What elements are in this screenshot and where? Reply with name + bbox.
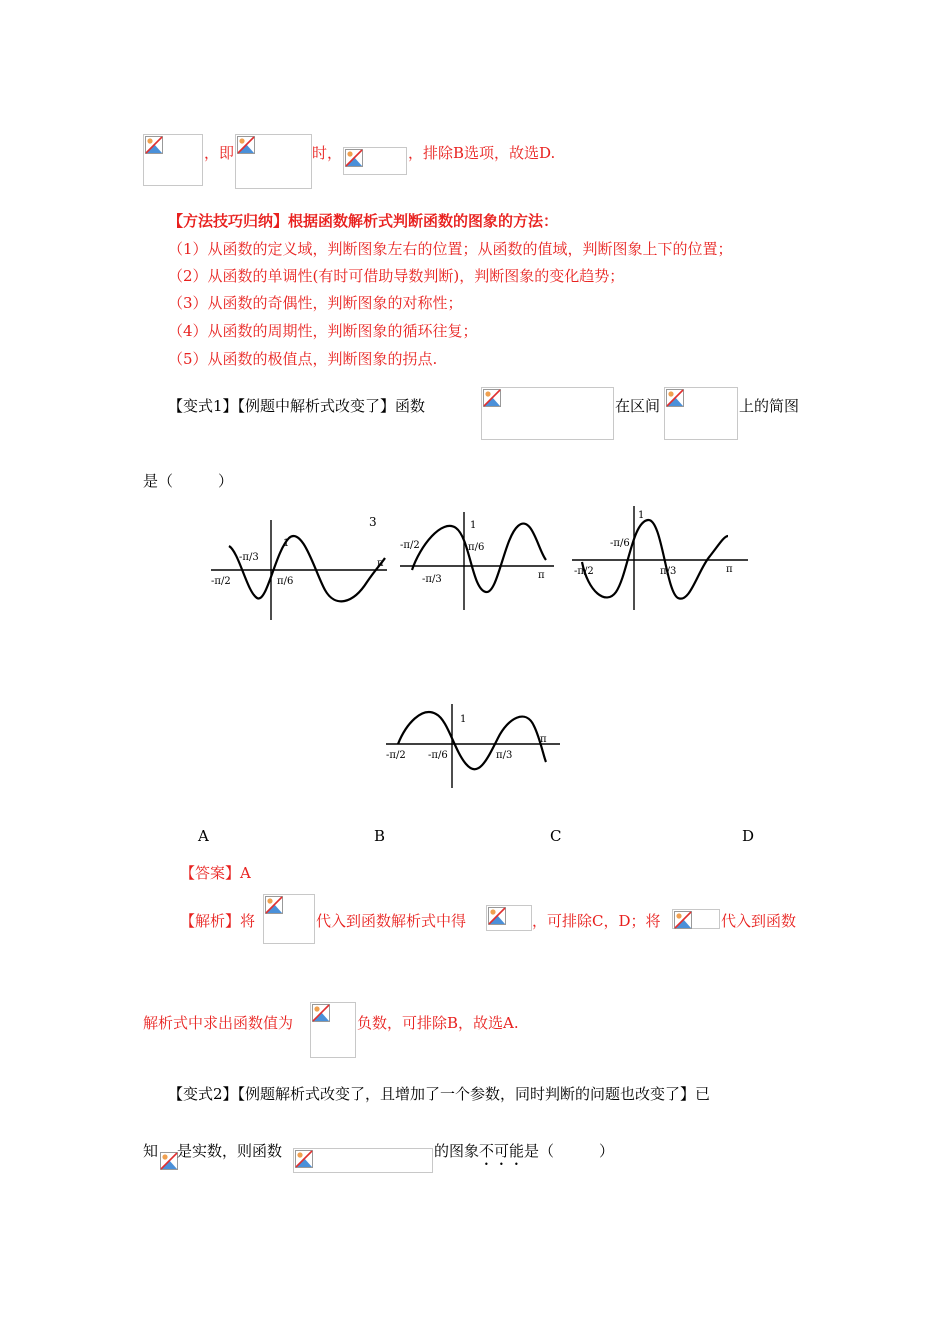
- variant2-zhi: 知: [143, 1142, 159, 1160]
- line1-text-a: ，即: [204, 144, 235, 162]
- graph-d: [384, 702, 562, 794]
- option-a-label: A: [198, 827, 209, 845]
- broken-image-icon: [145, 136, 163, 154]
- graph-b-label-pi: π: [538, 570, 545, 581]
- formula-image-4: [481, 387, 614, 440]
- graph-d-label-one: 1: [460, 714, 467, 725]
- formula-image-3: [343, 147, 407, 175]
- broken-image-icon: [312, 1004, 330, 1022]
- variant2-b-pre: 的图象: [434, 1142, 480, 1160]
- graph-a: [205, 512, 390, 622]
- line1-text-c: ，排除B选项，故选D.: [408, 144, 556, 162]
- analysis-line2b: 负数，可排除B，故选A.: [357, 1014, 519, 1032]
- formula-image-11: [293, 1148, 433, 1173]
- method-item-1: （1）从函数的定义域，判断图象左右的位置；从函数的值域，判断图象上下的位置；: [168, 240, 733, 258]
- method-item-4: （4）从函数的周期性，判断图象的循环往复；: [168, 322, 478, 340]
- graph-c-label-pi-over-3: π/3: [660, 566, 677, 577]
- broken-image-icon: [237, 136, 255, 154]
- option-c-label: C: [550, 827, 562, 845]
- analysis-line2a: 解析式中求出函数值为: [143, 1014, 294, 1032]
- graph-b: [398, 498, 556, 616]
- answer-label: 【答案】A: [180, 864, 251, 882]
- variant1-prefix: 【变式1】【例题中解析式改变了】函数: [168, 397, 426, 415]
- formula-image-10: [160, 1150, 177, 1170]
- formula-image-5: [664, 387, 738, 440]
- graph-c-label-neg-pi-over-2: -π/2: [574, 566, 594, 577]
- formula-image-6: [263, 894, 315, 944]
- graph-c: [570, 502, 750, 614]
- broken-image-icon: [345, 149, 363, 167]
- formula-image-2: [235, 134, 312, 189]
- graph-b-label-one: 1: [470, 520, 477, 531]
- graph-a-label-pi-over-6: π/6: [277, 576, 294, 587]
- analysis-mid1: 代入到函数解析式中得: [316, 912, 467, 930]
- variant1-line2: 是（ ）: [143, 472, 234, 490]
- graph-c-label-neg-pi-over-6: -π/6: [610, 538, 630, 549]
- broken-image-icon: [295, 1150, 313, 1168]
- graph-a-extra-mark: 3: [369, 515, 377, 529]
- formula-image-9: [310, 1002, 356, 1058]
- graph-d-label-pi-over-3: π/3: [496, 750, 513, 761]
- graph-a-label-one: 1: [283, 538, 290, 549]
- graph-d-label-neg-pi-over-6: -π/6: [428, 750, 448, 761]
- graph-d-label-pi: π: [540, 734, 547, 745]
- method-item-5: （5）从函数的极值点，判断图象的拐点.: [168, 350, 438, 368]
- variant2-line1: 【变式2】【例题解析式改变了，且增加了一个参数，同时判断的问题也改变了】已: [168, 1085, 711, 1103]
- option-b-label: B: [374, 827, 386, 845]
- graph-b-label-neg-pi-over-2: -π/2: [400, 540, 420, 551]
- broken-image-icon: [483, 389, 501, 407]
- broken-image-icon: [488, 907, 506, 925]
- variant2-b: [434, 1140, 614, 1169]
- graph-a-label-pi: π: [377, 558, 384, 569]
- graph-c-label-pi: π: [726, 564, 733, 575]
- formula-image-8: [672, 909, 720, 929]
- variant1-mid: 在区间: [615, 397, 661, 415]
- variant1-tail: 上的简图: [739, 397, 800, 415]
- graph-c-label-one: 1: [638, 510, 645, 521]
- variant2-a: 是实数，则函数: [177, 1142, 283, 1160]
- broken-image-icon: [666, 389, 684, 407]
- formula-image-7: [486, 905, 532, 931]
- graph-a-label-neg-pi-over-2: -π/2: [211, 576, 231, 587]
- line1-text-b: 时，: [312, 144, 343, 162]
- graph-b-label-pi-over-6: π/6: [468, 542, 485, 553]
- analysis-prefix: 【解析】将: [180, 912, 256, 930]
- variant2-b-post: 是（ ）: [524, 1142, 615, 1160]
- variant2-b-emph: 不可能: [479, 1142, 525, 1160]
- analysis-mid2: ，可排除C，D；将: [532, 912, 661, 930]
- method-item-3: （3）从函数的奇偶性，判断图象的对称性；: [168, 294, 463, 312]
- graph-a-label-neg-pi-over-3: -π/3: [239, 552, 259, 563]
- broken-image-icon: [265, 896, 283, 914]
- graph-d-label-neg-pi-over-2: -π/2: [386, 750, 406, 761]
- option-d-label: D: [742, 827, 755, 845]
- method-item-2: （2）从函数的单调性(有时可借助导数判断)，判断图象的变化趋势；: [168, 267, 625, 285]
- formula-image-1: [143, 134, 203, 186]
- graph-b-label-neg-pi-over-3: -π/3: [422, 574, 442, 585]
- broken-image-icon: [674, 911, 692, 929]
- broken-image-icon: [160, 1152, 178, 1170]
- analysis-mid3: 代入到函数: [721, 912, 797, 930]
- method-heading: 【方法技巧归纳】根据函数解析式判断函数的图象的方法：: [168, 212, 559, 230]
